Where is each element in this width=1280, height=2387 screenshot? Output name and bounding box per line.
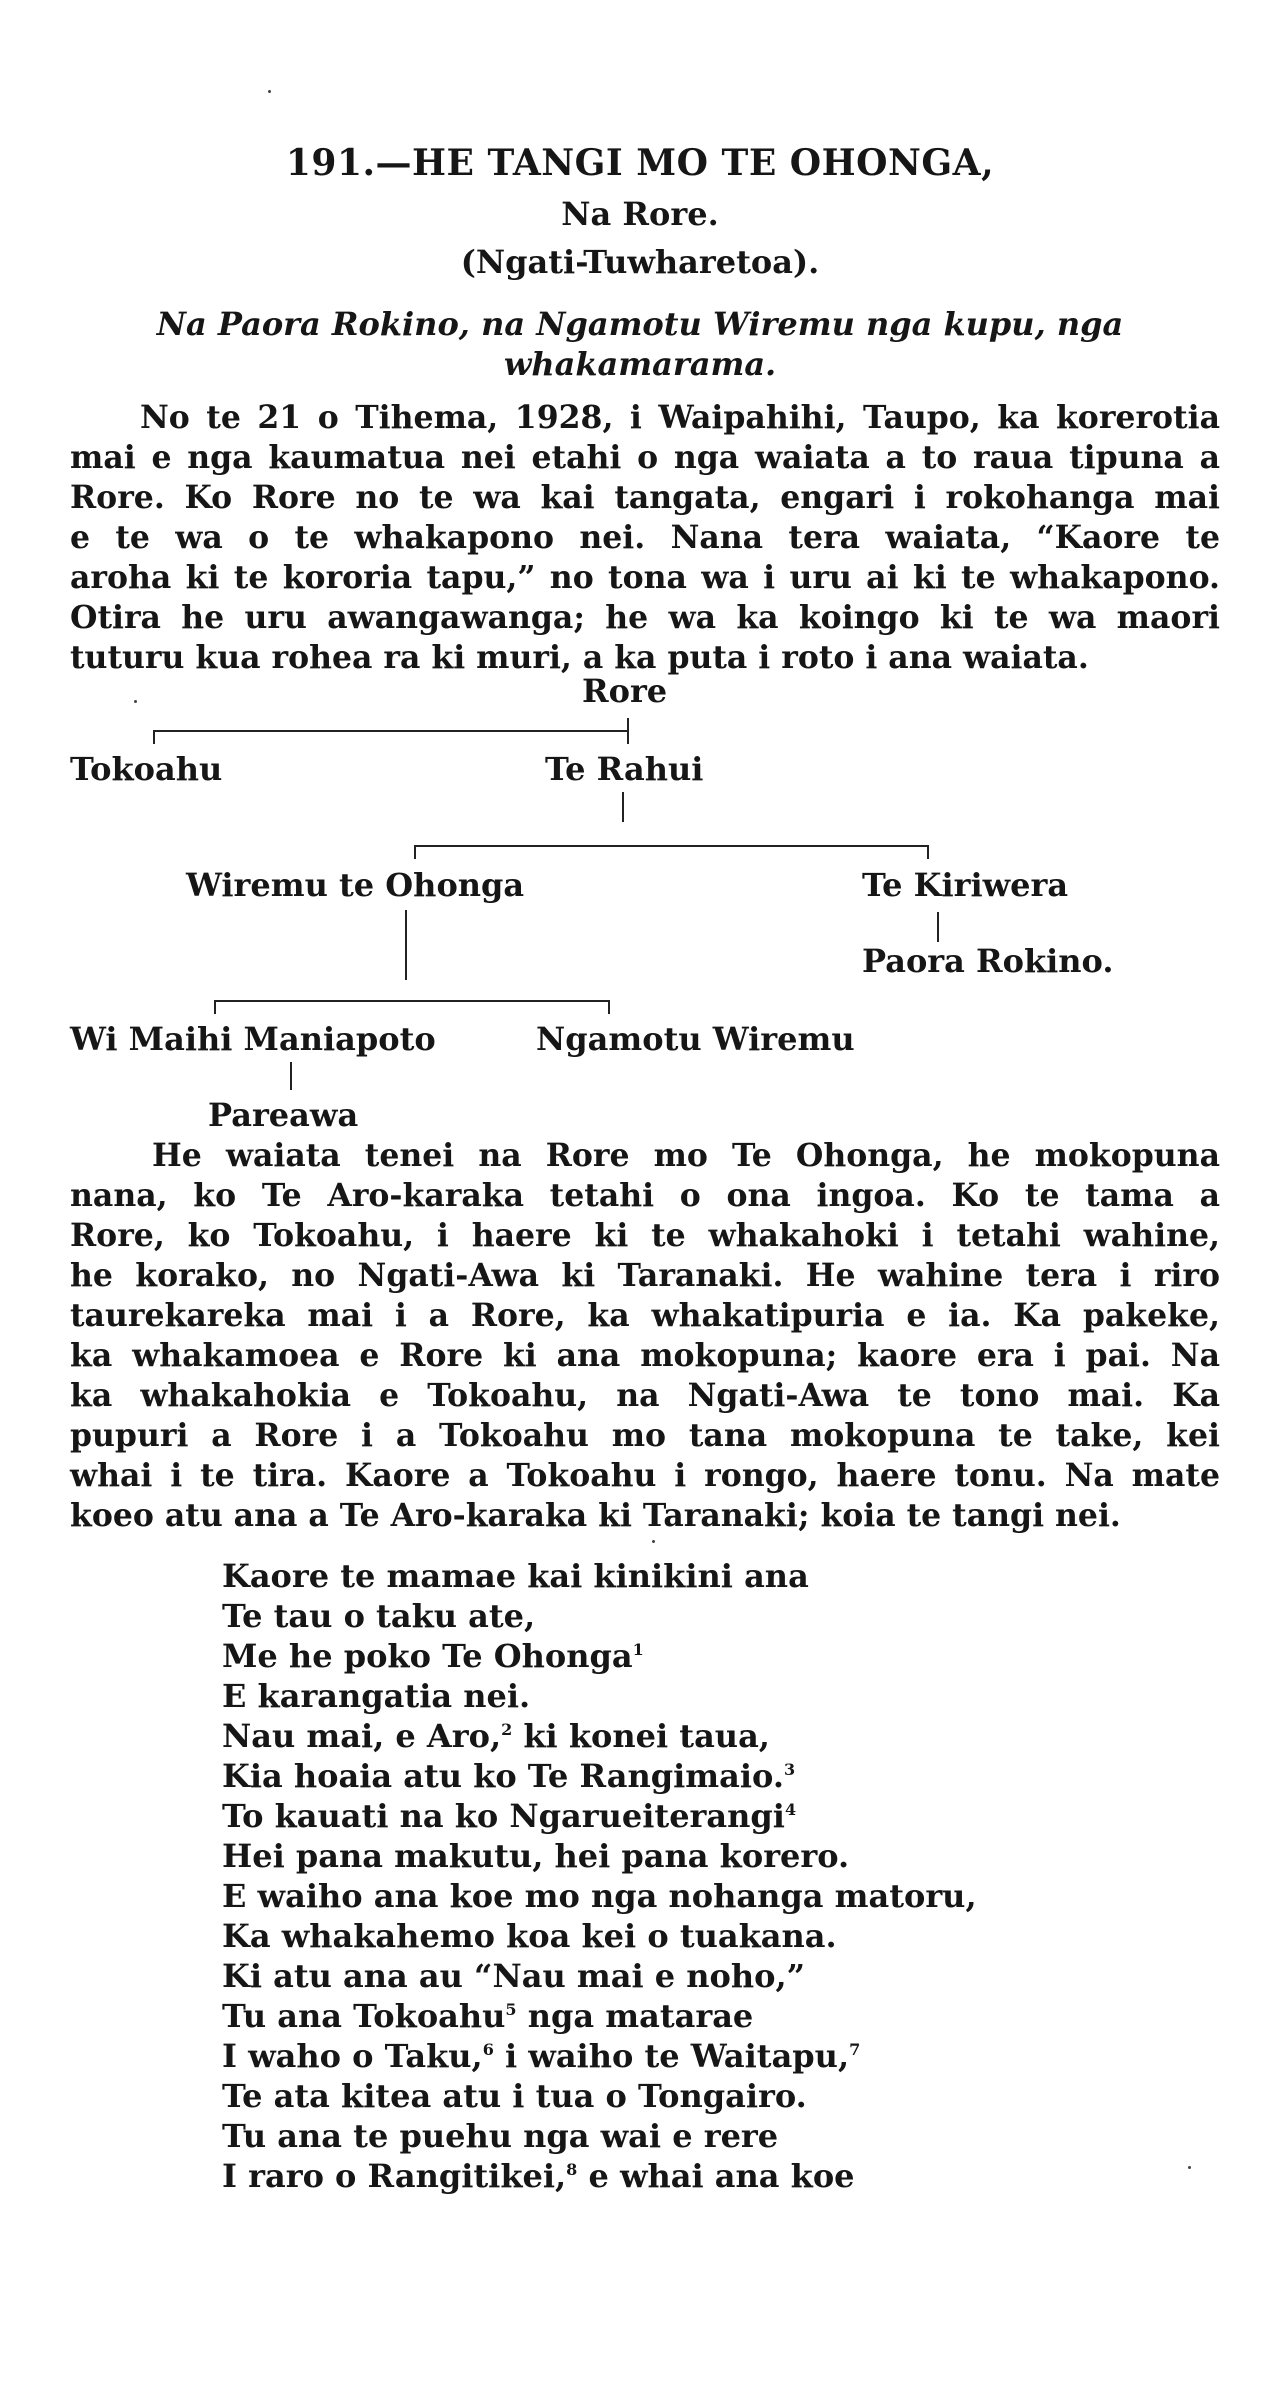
- tree-line: [290, 1062, 292, 1090]
- verse-text: Kaore te mamae kai kinikini ana: [222, 1557, 809, 1595]
- verse-text: Te tau o taku ate,: [222, 1597, 536, 1635]
- verse-text: Tu ana te puehu nga wai e rere: [222, 2117, 779, 2155]
- verse-line: [222, 1596, 977, 1636]
- verse-line: [222, 2036, 977, 2076]
- footnote-marker: 4: [784, 1800, 797, 1819]
- tree-line: [214, 1000, 216, 1014]
- tree-te-kiriwera: Te Kiriwera: [862, 866, 1069, 904]
- tree-ngamotu-wiremu: Ngamotu Wiremu: [536, 1020, 855, 1058]
- paragraph-line: he korako, no Ngati-Awa ki Taranaki. He wahine tera i riro: [70, 1257, 1220, 1294]
- verse-line: [222, 1556, 977, 1596]
- verse-text: i waiho te Waitapu,: [493, 2037, 850, 2075]
- print-speck: [134, 700, 137, 703]
- tree-line: [937, 912, 939, 942]
- verse-line: [222, 1676, 977, 1716]
- tree-line: [405, 910, 407, 980]
- verse-line: [222, 1956, 977, 1996]
- composer-line: Na Rore.: [561, 195, 719, 233]
- paragraph-line: tuturu kua rohea ra ki muri, a ka puta i roto i ana waiata.: [70, 639, 1089, 676]
- verse-text: Nau mai, e Aro,: [222, 1717, 502, 1755]
- paragraph-line: ka whakamoea e Rore ki ana mokopuna; kaore era i pai. Na: [70, 1337, 1220, 1374]
- tree-rore: Rore: [582, 672, 668, 710]
- verse-line: [222, 1716, 977, 1756]
- verse-line: [222, 1796, 977, 1836]
- verse-text: e whai ana koe: [577, 2157, 855, 2195]
- tree-line: [622, 792, 624, 822]
- attribution: Na Paora Rokino, na Ngamotu Wiremu nga kupu, nga whakamarama.: [156, 305, 1124, 383]
- paragraph-line: Rore, ko Tokoahu, i haere ki te whakahoki i tetahi wahine,: [70, 1217, 1220, 1254]
- verse-line: [222, 1756, 977, 1796]
- verse-line: [222, 1836, 977, 1876]
- tree-te-rahui: Te Rahui: [545, 750, 704, 788]
- paragraph-line: No te 21 o Tihema, 1928, i Waipahihi, Taupo, ka korerotia: [140, 399, 1220, 436]
- print-speck: [268, 90, 271, 93]
- tribe-line: (Ngati-Tuwharetoa).: [460, 243, 820, 281]
- tree-pareawa: Pareawa: [208, 1096, 359, 1134]
- verse-line: [222, 1916, 977, 1956]
- verse-text: Te ata kitea atu i tua o Tongairo.: [222, 2077, 807, 2115]
- tree-wi-maihi-maniapoto: Wi Maihi Maniapoto: [70, 1020, 436, 1058]
- verse-text: E karangatia nei.: [222, 1677, 531, 1715]
- tree-tokoahu: Tokoahu: [70, 750, 223, 788]
- paragraph-line: Rore. Ko Rore no te wa kai tangata, engari i rokohanga mai: [70, 479, 1220, 516]
- verse-text: Ki atu ana au “Nau mai e noho,”: [222, 1957, 805, 1995]
- footnote-marker: 3: [783, 1760, 796, 1779]
- paragraph-line: He waiata tenei na Rore mo Te Ohonga, he mokopuna: [152, 1137, 1220, 1174]
- footnote-marker: 7: [849, 2040, 861, 2059]
- verse-text: I waho o Taku,: [222, 2037, 483, 2075]
- verse-text: To kauati na ko Ngarueiterangi: [222, 1797, 785, 1835]
- verse-text: E waiho ana koe mo nga nohanga matoru,: [222, 1877, 977, 1915]
- tree-line: [153, 730, 628, 732]
- verse-text: ki konei taua,: [512, 1717, 770, 1755]
- tree-line: [414, 845, 416, 859]
- verse-line: [222, 2116, 977, 2156]
- paragraph-line: ka whakahokia e Tokoahu, na Ngati-Awa te tono mai. Ka: [70, 1377, 1220, 1414]
- verse-text: Ka whakahemo koa kei o tuakana.: [222, 1917, 837, 1955]
- verse-line: [222, 1996, 977, 2036]
- tree-wiremu-te-ohonga: Wiremu te Ohonga: [186, 866, 525, 904]
- paragraph-line: aroha ki te kororia tapu,” no tona wa i uru ai ki te whakapono.: [70, 559, 1220, 596]
- verse-text: nga matarae: [516, 1997, 754, 2035]
- verse-text: Me he poko Te Ohonga: [222, 1637, 633, 1675]
- verse-text: I raro o Rangitikei,: [222, 2157, 567, 2195]
- verse-line: [222, 1636, 977, 1676]
- tree-line: [608, 1000, 610, 1014]
- song-title: 191.—HE TANGI MO TE OHONGA,: [285, 142, 995, 184]
- paragraph-line: whai i te tira. Kaore a Tokoahu i rongo, haere tonu. Na mate: [70, 1457, 1220, 1494]
- paragraph-line: nana, ko Te Aro-karaka tetahi o ona ingoa. Ko te tama a: [70, 1177, 1220, 1214]
- verse-line: [222, 2156, 977, 2196]
- verse-text: Hei pana makutu, hei pana korero.: [222, 1837, 850, 1875]
- footnote-marker: 6: [482, 2040, 494, 2059]
- footnote-marker: 5: [505, 2000, 517, 2019]
- story-paragraph: [70, 1136, 1220, 1536]
- intro-paragraph: [70, 398, 1220, 678]
- paragraph-line: koeo atu ana a Te Aro-karaka ki Taranaki; koia te tangi nei.: [70, 1497, 1121, 1534]
- verse-line: [222, 1876, 977, 1916]
- tree-paora-rokino: Paora Rokino.: [862, 942, 1114, 980]
- footnote-marker: 2: [501, 1720, 513, 1739]
- song-verse: [222, 1556, 977, 2196]
- paragraph-line: e te wa o te whakapono nei. Nana tera waiata, “Kaore te: [70, 519, 1220, 556]
- tree-line: [414, 845, 928, 847]
- tree-line: [214, 1000, 609, 1002]
- verse-text: Kia hoaia atu ko Te Rangimaio.: [222, 1757, 784, 1795]
- paragraph-line: mai e nga kaumatua nei etahi o nga waiata a to raua tipuna a: [70, 439, 1220, 476]
- paragraph-line: pupuri a Rore i a Tokoahu mo tana mokopuna te take, kei: [70, 1417, 1220, 1454]
- paragraph-line: taurekareka mai i a Rore, ka whakatipuria e ia. Ka pakeke,: [70, 1297, 1220, 1334]
- tree-line: [627, 718, 629, 744]
- paragraph-line: Otira he uru awangawanga; he wa ka koingo ki te wa maori: [70, 599, 1220, 636]
- tree-line: [927, 845, 929, 859]
- print-speck: [1188, 2166, 1191, 2169]
- footnote-marker: 1: [632, 1640, 644, 1659]
- print-speck: [652, 1540, 655, 1543]
- verse-text: Tu ana Tokoahu: [222, 1997, 506, 2035]
- verse-line: [222, 2076, 977, 2116]
- footnote-marker: 8: [566, 2160, 578, 2179]
- tree-line: [153, 730, 155, 744]
